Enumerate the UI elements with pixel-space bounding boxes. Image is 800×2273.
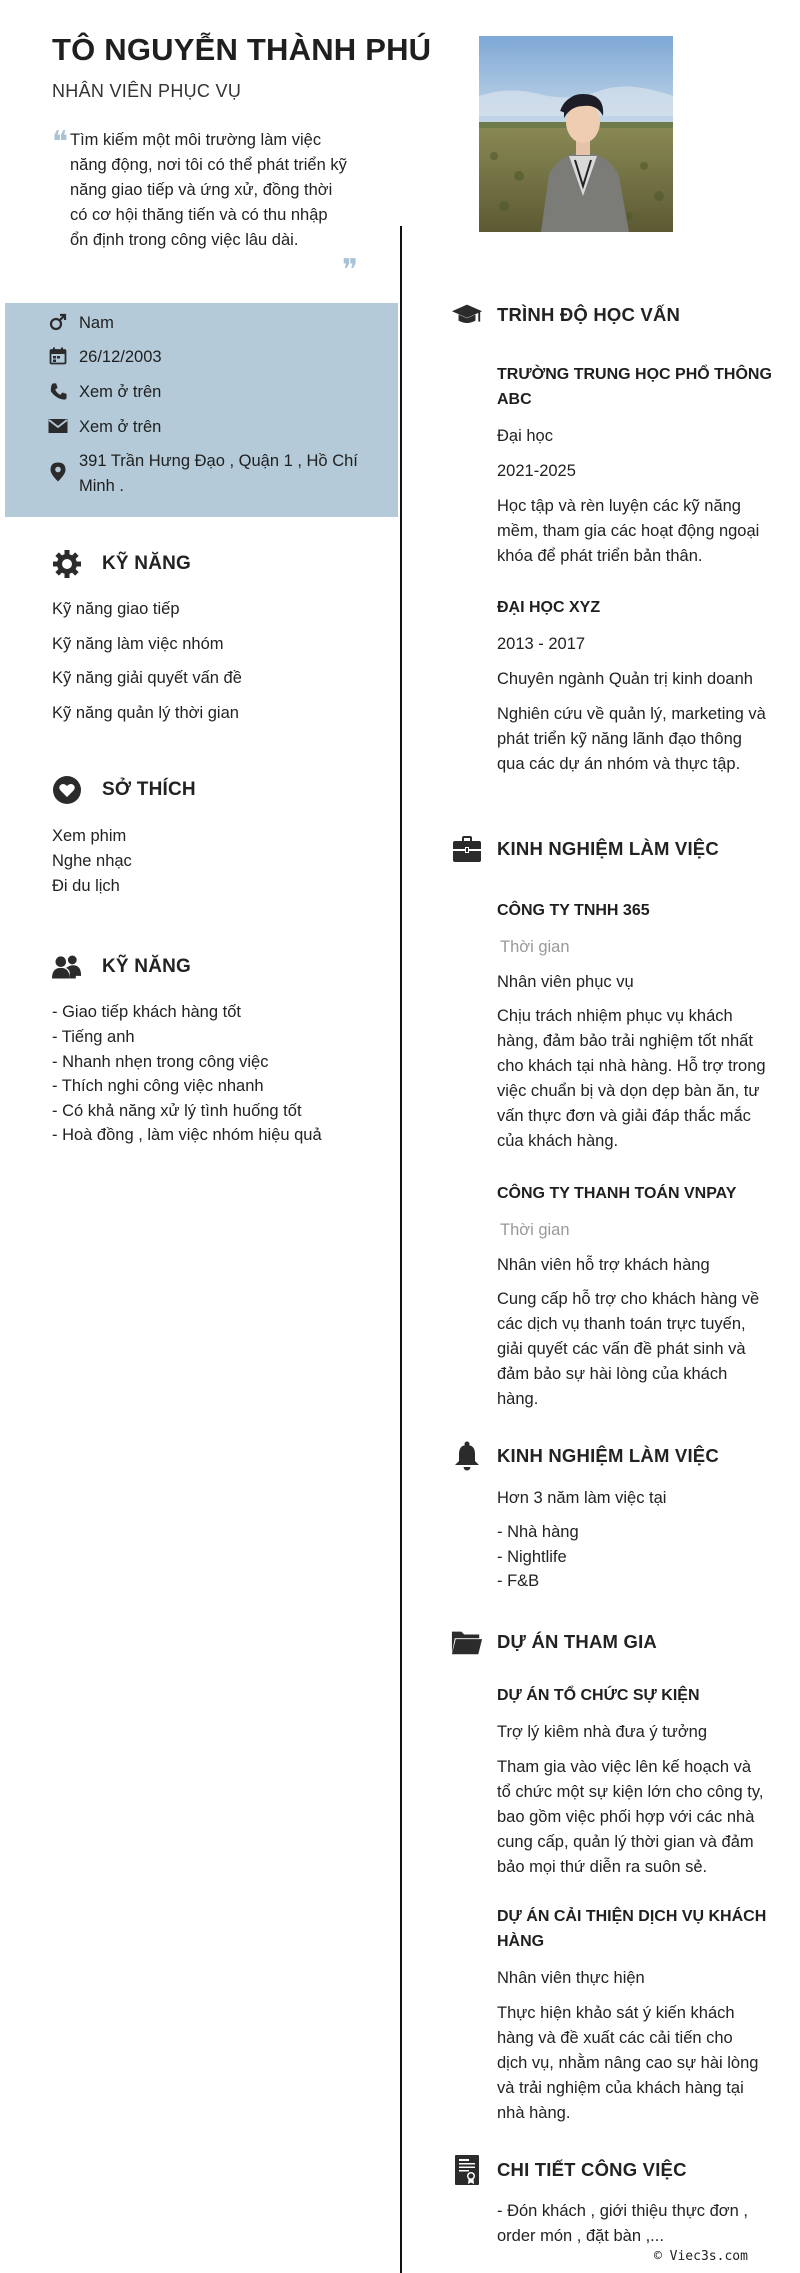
location-pin-icon	[47, 461, 69, 483]
profile-photo	[479, 36, 673, 232]
candidate-name: TÔ NGUYỄN THÀNH PHÚ	[52, 32, 432, 67]
hobbies-heading	[52, 775, 196, 805]
education-school: ĐẠI HỌC XYZ	[497, 599, 601, 616]
skills2-title: KỸ NĂNG	[102, 956, 192, 977]
work-position: Nhân viên hỗ trợ khách hàng	[497, 1256, 710, 1274]
project-desc: Thực hiện khảo sát ý kiến khách hàng và đề xuất các cải tiến cho dịch vụ, nhằm nâng cao sự hài lòng và trải nghiệm của khách hàng tại nhà hàng.	[497, 2004, 759, 2122]
job-details-text: - Đón khách , giới thiệu thực đơn , order món , đặt bàn ,...	[497, 2202, 748, 2245]
education-years: 2021-2025	[497, 462, 576, 480]
contact-box	[5, 303, 398, 517]
project-name: DỰ ÁN TỔ CHỨC SỰ KIỆN	[497, 1687, 700, 1704]
briefcase-icon	[451, 833, 483, 865]
column-divider	[400, 226, 402, 2273]
people-icon	[52, 952, 82, 982]
soft-skill-item: - Giao tiếp khách hàng tốt	[52, 1003, 241, 1021]
career-objective: Tìm kiếm một môi trường làm việc năng động, nơi tôi có thể phát triển kỹ năng giao tiếp và ứng xử, đồng thời có cơ hội thăng tiến và có thu nhập ổn định trong công việc lâu dài.	[70, 131, 347, 249]
gear-icon	[52, 549, 82, 579]
contact-phone: Xem ở trên	[79, 383, 162, 401]
skills-heading	[52, 549, 191, 579]
project-name: DỰ ÁN CẢI THIỆN DỊCH VỤ KHÁCH HÀNG	[497, 1908, 767, 1950]
skill-item: Kỹ năng quản lý thời gian	[52, 704, 239, 722]
work-time: Thời gian	[500, 1221, 570, 1239]
work-position: Nhân viên phục vụ	[497, 973, 634, 991]
education-desc: Nghiên cứu về quản lý, marketing và phát triển kỹ năng lãnh đạo thông qua các dự án nhóm và thực tập.	[497, 705, 766, 773]
project-desc: Tham gia vào việc lên kế hoạch và tổ chức một sự kiện lớn cho công ty, bao gồm việc phối hợp với các nhà cung cấp, quản lý thời gian và đảm bảo mọi thứ diễn ra suôn sẻ.	[497, 1758, 764, 1876]
company-name: CÔNG TY TNHH 365	[497, 902, 650, 919]
skill-item: Kỹ năng giao tiếp	[52, 600, 180, 618]
education-title: TRÌNH ĐỘ HỌC VẤN	[497, 304, 681, 325]
skills2-heading	[52, 952, 191, 982]
workplace-item: - F&B	[497, 1572, 540, 1590]
experience-heading	[451, 833, 719, 865]
watermark: © Viec3s.com	[654, 2249, 748, 2264]
contact-gender: Nam	[79, 314, 114, 332]
company-name: CÔNG TY THANH TOÁN VNPAY	[497, 1185, 737, 1202]
candidate-role: NHÂN VIÊN PHỤC VỤ	[52, 81, 242, 101]
education-degree: Đại học	[497, 427, 553, 445]
projects-title: DỰ ÁN THAM GIA	[497, 1631, 657, 1652]
soft-skill-item: - Có khả năng xử lý tình huống tốt	[52, 1102, 302, 1120]
soft-skill-item: - Thích nghi công việc nhanh	[52, 1077, 264, 1095]
job-details-title: CHI TIẾT CÔNG VIỆC	[497, 2159, 687, 2180]
skill-item: Kỹ năng làm việc nhóm	[52, 635, 224, 653]
education-years: 2013 - 2017	[497, 635, 586, 653]
quote-close-icon: ❞	[342, 253, 359, 288]
certificate-icon	[451, 2154, 483, 2186]
work-desc: Chịu trách nhiệm phục vụ khách hàng, đảm bảo trải nghiệm tốt nhất cho khách tại nhà hàng. Hỗ trợ trong việc chuẩn bị và dọn dẹp bàn ăn, tư vấn thực đơn và giải đáp thắc mắc của khách hàng.	[497, 1007, 766, 1150]
work-desc: Cung cấp hỗ trợ cho khách hàng về các dịch vụ thanh toán trực tuyến, giải quyết các vấn đề phát sinh và đảm bảo sự hài lòng của khách hàng.	[497, 1290, 760, 1408]
education-school: TRƯỜNG TRUNG HỌC PHỔ THÔNG ABC	[497, 366, 772, 408]
hobbies-title: SỞ THÍCH	[102, 779, 196, 800]
work-time: Thời gian	[500, 938, 570, 956]
skills-title: KỸ NĂNG	[102, 553, 192, 574]
heart-icon	[52, 775, 82, 805]
soft-skill-item: - Nhanh nhẹn trong công việc	[52, 1053, 269, 1071]
gender-icon	[47, 311, 69, 333]
email-icon	[47, 415, 69, 437]
experience-intro: Hơn 3 năm làm việc tại	[497, 1489, 667, 1507]
folder-icon	[451, 1626, 483, 1658]
skill-item: Kỹ năng giải quyết vấn đề	[52, 669, 242, 687]
education-heading	[451, 299, 680, 331]
calendar-icon	[47, 345, 69, 367]
graduation-cap-icon	[451, 299, 483, 331]
projects-heading	[451, 1626, 657, 1658]
contact-address: 391 Trần Hưng Đạo , Quận 1 , Hồ Chí Minh .	[79, 452, 358, 495]
experience-title: KINH NGHIỆM LÀM VIỆC	[497, 838, 719, 859]
contact-birthday: 26/12/2003	[79, 348, 162, 366]
hobby-item: Xem phim	[52, 827, 127, 845]
project-role: Nhân viên thực hiện	[497, 1969, 645, 1987]
project-role: Trợ lý kiêm nhà đưa ý tưởng	[497, 1723, 708, 1741]
job-details-heading	[451, 2154, 687, 2186]
workplace-item: - Nightlife	[497, 1548, 567, 1566]
quote-open-icon: ❝	[52, 125, 69, 160]
soft-skill-item: - Tiếng anh	[52, 1028, 135, 1046]
workplace-item: - Nhà hàng	[497, 1523, 579, 1541]
objective-block	[52, 125, 362, 288]
education-degree: Chuyên ngành Quản trị kinh doanh	[497, 670, 753, 688]
soft-skill-item: - Hoà đồng , làm việc nhóm hiệu quả	[52, 1126, 322, 1144]
experience2-title: KINH NGHIỆM LÀM VIỆC	[497, 1445, 719, 1466]
hobby-item: Đi du lịch	[52, 877, 120, 895]
hobby-item: Nghe nhạc	[52, 852, 132, 870]
phone-icon	[47, 380, 69, 402]
bell-icon	[451, 1440, 483, 1472]
education-desc: Học tập và rèn luyện các kỹ năng mềm, tham gia các hoạt động ngoại khóa để phát triển bản thân.	[497, 497, 760, 565]
experience2-heading	[451, 1440, 719, 1472]
contact-email: Xem ở trên	[79, 418, 162, 436]
